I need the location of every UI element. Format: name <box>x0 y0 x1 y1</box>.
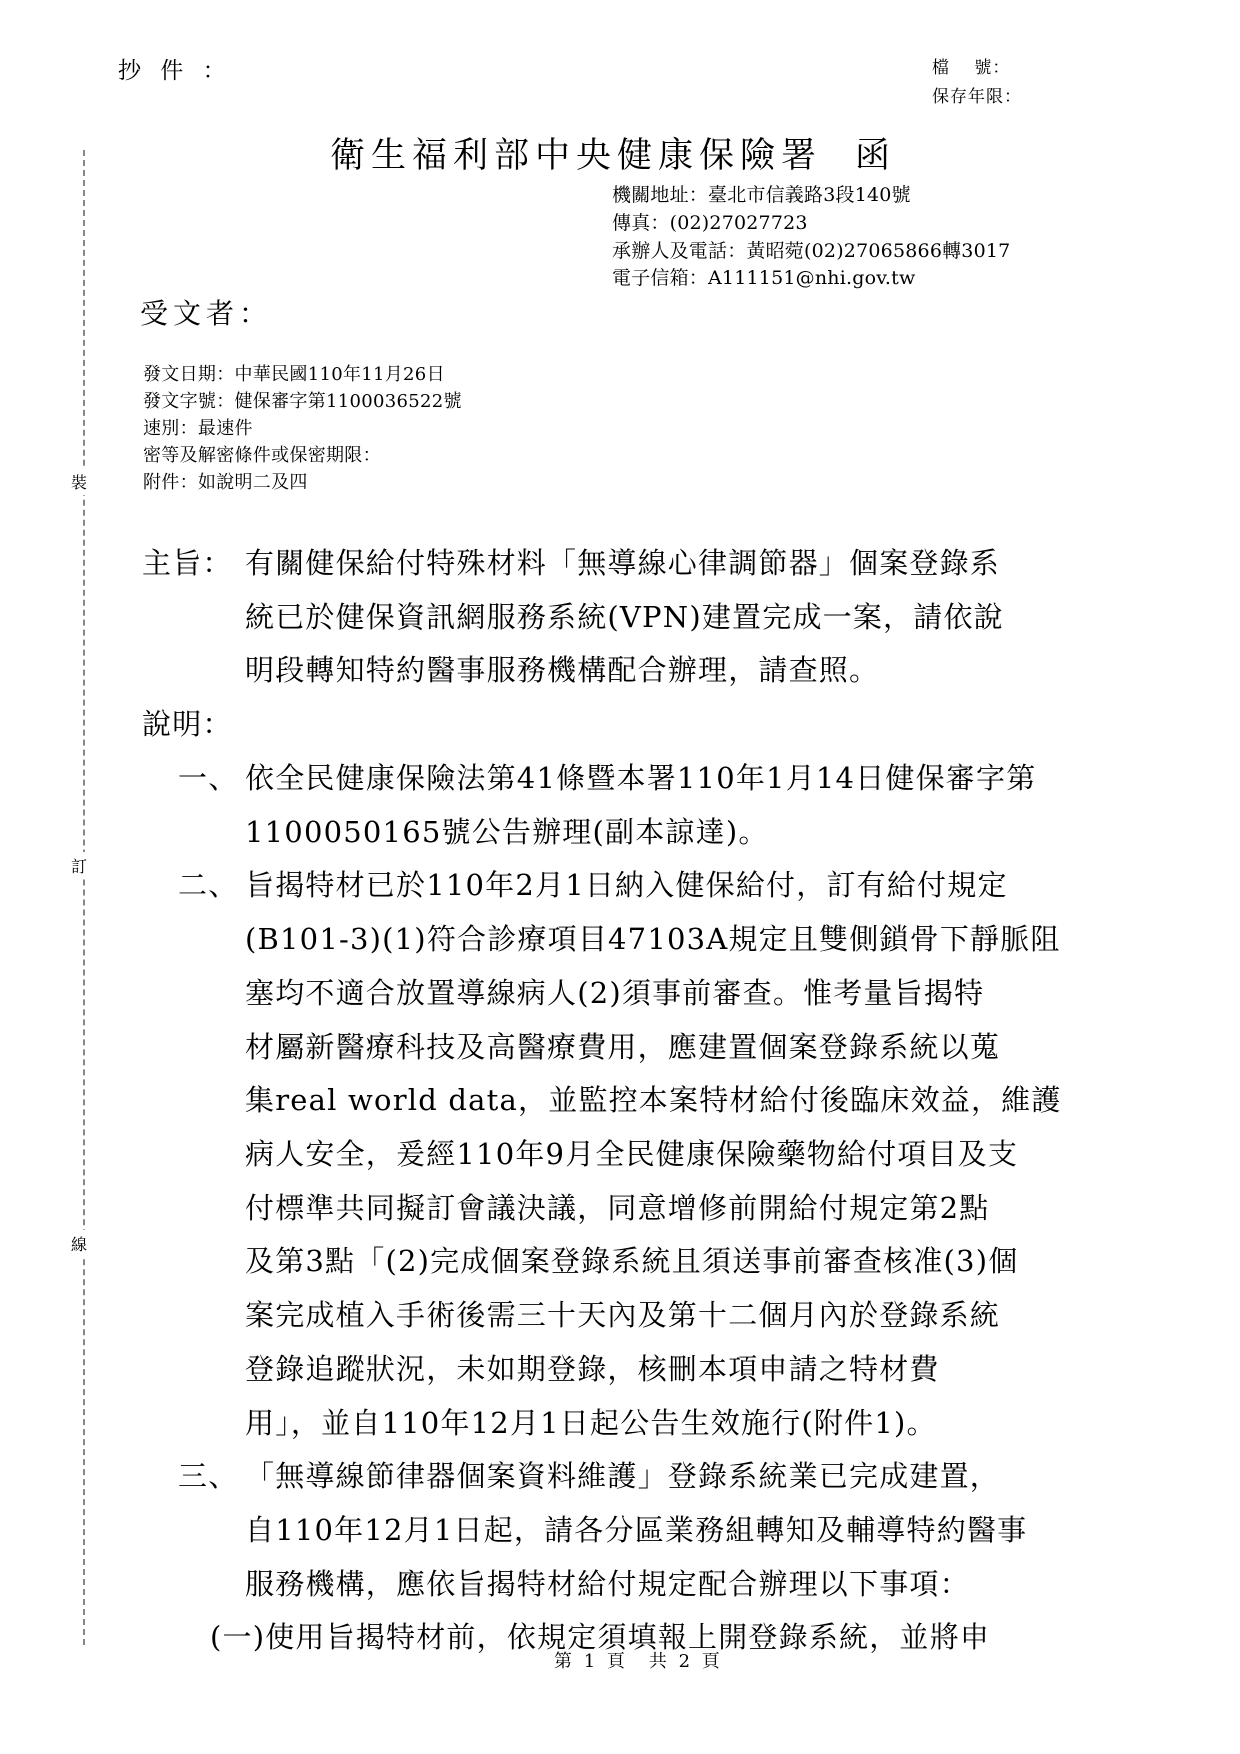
item2-line: (B101-3)(1)符合診療項目47103A規定且雙側鎖骨下靜脈阻 <box>245 922 1061 956</box>
item2-line: 案完成植入手術後需三十天內及第十二個月內於登錄系統 <box>245 1298 1001 1332</box>
item2-line: 登錄追蹤狀況，未如期登錄，核刪本項申請之特材費 <box>245 1352 940 1386</box>
subject-line: 明段轉知特約醫事服務機構配合辦理，請查照。 <box>245 653 880 687</box>
item2-line: 材屬新醫療科技及高醫療費用，應建置個案登錄系統以蒐 <box>245 1030 1001 1064</box>
retention-label: 保存年限： <box>932 87 1022 107</box>
item3-line: 自110年12月1日起，請各分區業務組轉知及輔導特約醫事 <box>245 1513 1028 1547</box>
document-type: 函 <box>855 136 891 176</box>
recipient-label: 受文者： <box>140 297 273 330</box>
attachments: 附件：如說明二及四 <box>143 472 308 493</box>
file-number-label: 檔 號： <box>932 58 1011 78</box>
secrecy-level: 密等及解密條件或保密期限： <box>143 445 381 466</box>
item1-line: 依全民健康保險法第41條暨本署110年1月14日健保審字第 <box>245 761 1037 795</box>
subject-line: 統已於健保資訊網服務系統(VPN)建置完成一案，請依說 <box>245 600 1004 634</box>
issue-date: 發文日期：中華民國110年11月26日 <box>143 364 445 385</box>
item3-line: 「無導線節律器個案資料維護」登錄系統業已完成建置， <box>245 1459 1001 1493</box>
agency-email: 電子信箱：A111151@nhi.gov.tw <box>612 267 916 289</box>
document-title: 衛生福利部中央健康保險署 <box>330 136 823 176</box>
binding-mark-1: 裝 <box>71 468 87 495</box>
item-number: 三、 <box>178 1459 239 1493</box>
item2-line: 病人安全，爰經110年9月全民健康保險藥物給付項目及支 <box>245 1137 1019 1171</box>
explanation-label: 說明： <box>142 707 233 741</box>
item3-sub1-line: (一)使用旨揭特材前，依規定須填報上開登錄系統，並將申 <box>210 1620 991 1654</box>
subject-label: 主旨： <box>142 546 233 580</box>
agency-fax: 傳真：(02)27027723 <box>612 212 808 234</box>
page-number: 第 1 頁 共 2 頁 <box>554 1651 723 1672</box>
item2-line: 旨揭特材已於110年2月1日納入健保給付，訂有給付規定 <box>245 868 1008 902</box>
item-number: 一、 <box>178 761 239 795</box>
subject-line: 有關健保給付特殊材料「無導線心律調節器」個案登錄系 <box>245 546 1001 580</box>
binding-line <box>83 150 85 1645</box>
copy-label: 抄 件 ： <box>118 58 232 84</box>
speed-class: 速別：最速件 <box>143 418 253 439</box>
item3-line: 服務機構，應依旨揭特材給付規定配合辦理以下事項： <box>245 1567 970 1601</box>
item2-line: 用」，並自110年12月1日起公告生效施行(附件1)。 <box>245 1406 937 1440</box>
item1-line: 1100050165號公告辦理(副本諒達)。 <box>245 815 769 849</box>
agency-address: 機關地址：臺北市信義路3段140號 <box>612 184 911 206</box>
issue-number: 發文字號：健保審字第1100036522號 <box>143 391 462 412</box>
agency-contact: 承辦人及電話：黃昭菀(02)27065866轉3017 <box>612 240 1011 262</box>
item2-line: 集real world data，並監控本案特材給付後臨床效益，維護 <box>245 1083 1062 1117</box>
item2-line: 付標準共同擬訂會議決議，同意增修前開給付規定第2點 <box>245 1191 990 1225</box>
item2-line: 塞均不適合放置導線病人(2)須事前審查。惟考量旨揭特 <box>245 976 985 1010</box>
item-number: 二、 <box>178 868 239 902</box>
binding-mark-3: 線 <box>71 1230 87 1257</box>
item2-line: 及第3點「(2)完成個案登錄系統且須送事前審查核准(3)個 <box>245 1244 1019 1278</box>
binding-mark-2: 訂 <box>71 852 87 879</box>
